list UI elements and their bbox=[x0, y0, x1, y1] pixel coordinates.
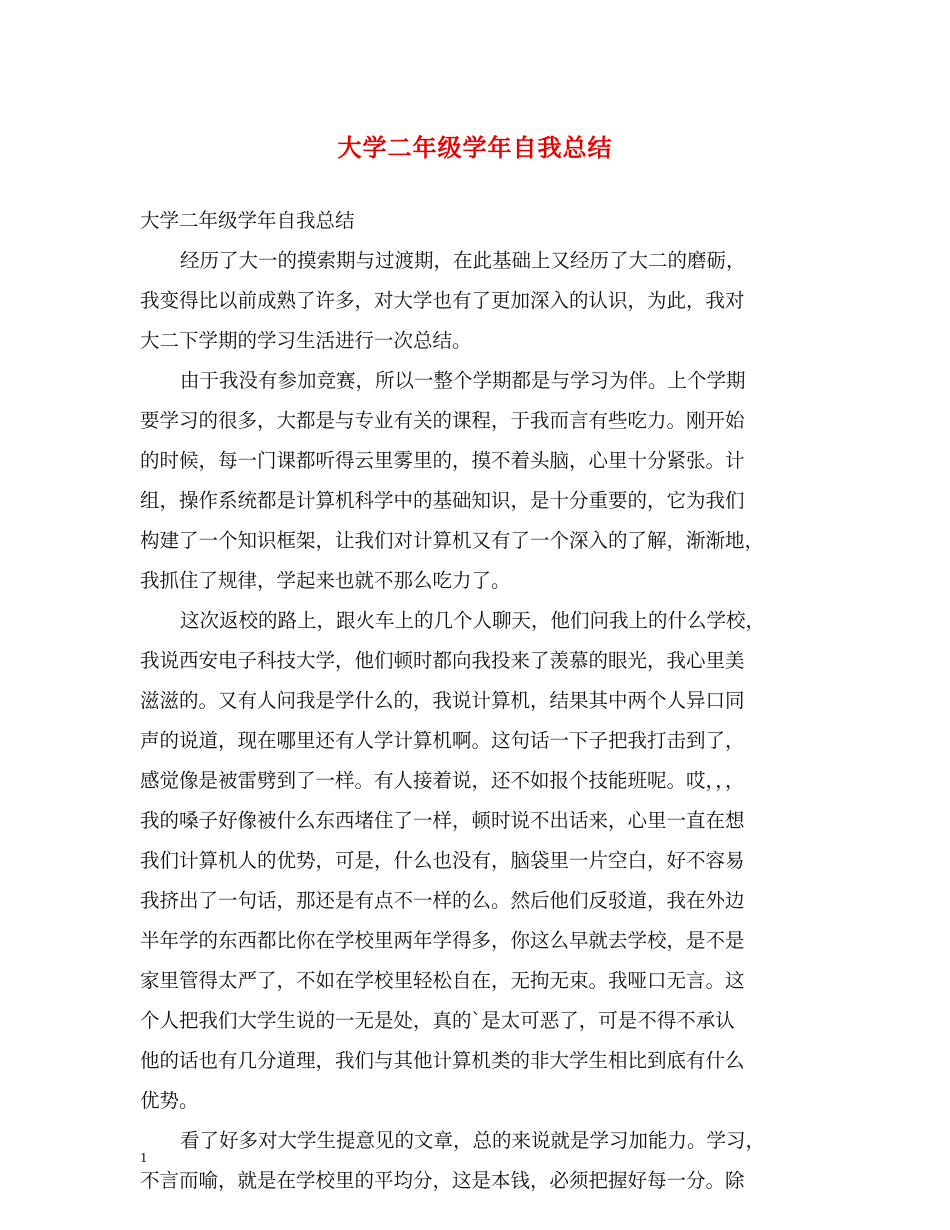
paragraph-line: 我们计算机人的优势，可是，什么也没有，脑袋里一片空白，好不容易 bbox=[140, 849, 745, 872]
paragraph-line: 要学习的很多，大都是与专业有关的课程，于我而言有些吃力。刚开始 bbox=[140, 409, 745, 432]
paragraph-line: 半年学的东西都比你在学校里两年学得多，你这么早就去学校，是不是 bbox=[140, 929, 745, 952]
document-subtitle: 大学二年级学年自我总结 bbox=[140, 209, 355, 232]
paragraph-1 bbox=[140, 241, 820, 361]
paragraph-line: 由于我没有参加竞赛，所以一整个学期都是与学习为伴。上个学期 bbox=[180, 369, 746, 392]
paragraph-line: 大二下学期的学习生活进行一次总结。 bbox=[140, 329, 472, 352]
paragraph-line: 的时候，每一门课都听得云里雾里的，摸不着头脑，心里十分紧张。计 bbox=[140, 449, 745, 472]
paragraph-line: 组，操作系统都是计算机科学中的基础知识，是十分重要的，它为我们 bbox=[140, 489, 745, 512]
paragraph-4 bbox=[140, 1121, 820, 1201]
paragraph-line: 家里管得太严了，不如在学校里轻松自在，无拘无束。我哑口无言。这 bbox=[140, 969, 745, 992]
paragraph-3 bbox=[140, 601, 820, 1121]
paragraph-line: 构建了一个知识框架，让我们对计算机又有了一个深入的了解，渐渐地， bbox=[140, 529, 765, 552]
paragraph-line: 这次返校的路上，跟火车上的几个人聊天，他们问我上的什么学校， bbox=[180, 609, 766, 632]
paragraph-line: 感觉像是被雷劈到了一样。有人接着说，还不如报个技能班呢。哎，，， bbox=[140, 769, 745, 792]
page-number: 1 bbox=[140, 1151, 148, 1165]
paragraph-line: 我抓住了规律，学起来也就不那么吃力了。 bbox=[140, 569, 511, 592]
paragraph-line: 声的说道，现在哪里还有人学计算机啊。这句话一下子把我打击到了， bbox=[140, 729, 745, 752]
document-body bbox=[140, 201, 820, 1201]
paragraph-line: 个人把我们大学生说的一无是处，真的`是太可恶了，可是不得不承认 bbox=[140, 1009, 735, 1032]
document-title: 大学二年级学年自我总结 bbox=[337, 133, 613, 162]
paragraph-2 bbox=[140, 361, 820, 601]
paragraph-line: 经历了大一的摸索期与过渡期，在此基础上又经历了大二的磨砺， bbox=[180, 249, 746, 272]
paragraph-line: 滋滋的。又有人问我是学什么的，我说计算机，结果其中两个人异口同 bbox=[140, 689, 745, 712]
paragraph-line: 不言而喻，就是在学校里的平均分，这是本钱，必须把握好每一分。除 bbox=[140, 1169, 745, 1192]
paragraph-line: 他的话也有几分道理，我们与其他计算机类的非大学生相比到底有什么 bbox=[140, 1049, 745, 1072]
paragraph-line: 看了好多对大学生提意见的文章，总的来说就是学习加能力。学习， bbox=[180, 1129, 766, 1152]
paragraph-line: 优势。 bbox=[140, 1089, 199, 1112]
paragraph-line: 我的嗓子好像被什么东西堵住了一样，顿时说不出话来，心里一直在想 bbox=[140, 809, 745, 832]
paragraph-line: 我变得比以前成熟了许多，对大学也有了更加深入的认识，为此，我对 bbox=[140, 289, 745, 312]
paragraph-line: 我说西安电子科技大学，他们顿时都向我投来了羡慕的眼光，我心里美 bbox=[140, 649, 745, 672]
paragraph-line: 我挤出了一句话，那还是有点不一样的么。然后他们反驳道，我在外边 bbox=[140, 889, 745, 912]
